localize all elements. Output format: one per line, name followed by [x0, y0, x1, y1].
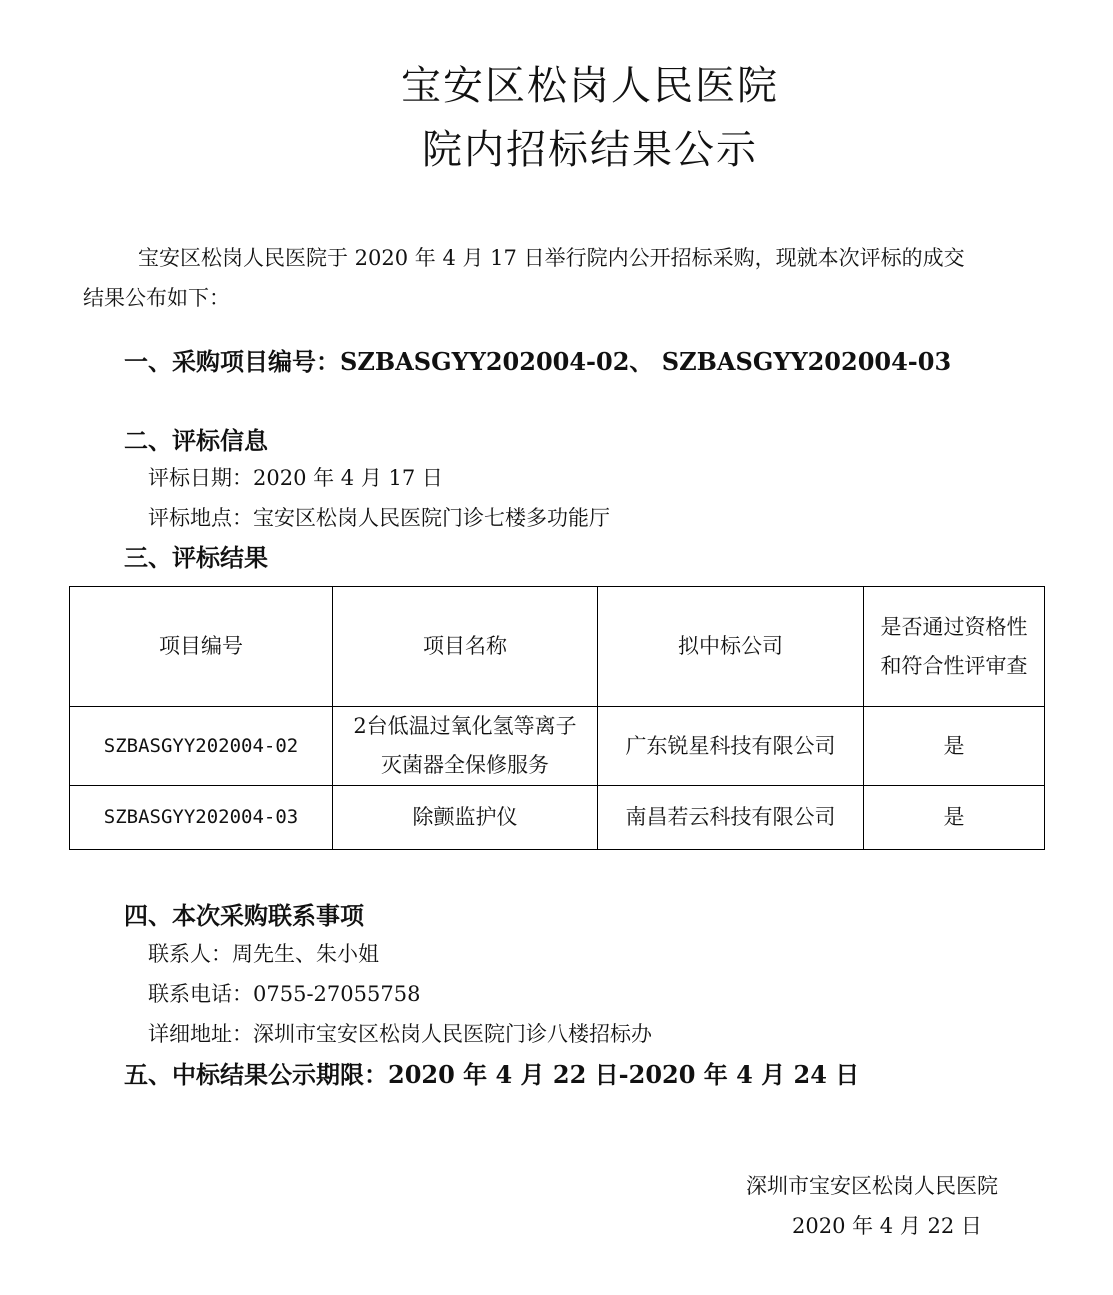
section1-heading: 一、采购项目编号：SZBASGYY202004-02、 SZBASGYY202004-03: [124, 347, 952, 376]
table-row: [70, 786, 1045, 850]
column-header-code: 项目编号: [70, 587, 333, 707]
table-row: [70, 707, 1045, 786]
cell-project-code: SZBASGYY202004-03: [70, 786, 333, 850]
cell-passed: 是: [864, 786, 1045, 850]
contact-person: 联系人：周先生、朱小姐: [148, 942, 379, 966]
document-subtitle: 院内招标结果公示: [422, 127, 758, 173]
section3-heading: 三、评标结果: [124, 543, 268, 572]
signature-date: 2020 年 4 月 22 日: [792, 1214, 982, 1238]
contact-phone: 联系电话：0755-27055758: [148, 982, 421, 1006]
column-header-name: 项目名称: [333, 587, 598, 707]
evaluation-date: 评标日期：2020 年 4 月 17 日: [148, 466, 443, 490]
section5-heading: 五、中标结果公示期限：2020 年 4 月 22 日-2020 年 4 月 24 日: [124, 1060, 860, 1089]
cell-company: 南昌若云科技有限公司: [598, 786, 864, 850]
column-header-company: 拟中标公司: [598, 587, 864, 707]
section2-heading: 二、评标信息: [124, 426, 268, 455]
table-header-row: [70, 587, 1045, 707]
section4-heading: 四、本次采购联系事项: [124, 901, 364, 930]
cell-project-code: SZBASGYY202004-02: [70, 707, 333, 786]
signature-organization: 深圳市宝安区松岗人民医院: [746, 1174, 998, 1198]
evaluation-place: 评标地点：宝安区松岗人民医院门诊七楼多功能厅: [148, 506, 610, 530]
intro-paragraph-line1: 宝安区松岗人民医院于 2020 年 4 月 17 日举行院内公开招标采购，现就本次评标的成交: [138, 246, 965, 270]
cell-company: 广东锐星科技有限公司: [598, 707, 864, 786]
contact-address: 详细地址：深圳市宝安区松岗人民医院门诊八楼招标办: [148, 1022, 652, 1046]
cell-project-name: 除颤监护仪: [333, 786, 598, 850]
cell-project-name: 2台低温过氧化氢等离子灭菌器全保修服务: [333, 707, 598, 786]
column-header-passed: 是否通过资格性和符合性评审查: [864, 587, 1045, 707]
intro-paragraph-line2: 结果公布如下：: [83, 286, 230, 310]
document-title: 宝安区松岗人民医院: [401, 63, 779, 109]
cell-passed: 是: [864, 707, 1045, 786]
results-table: [69, 586, 1045, 850]
